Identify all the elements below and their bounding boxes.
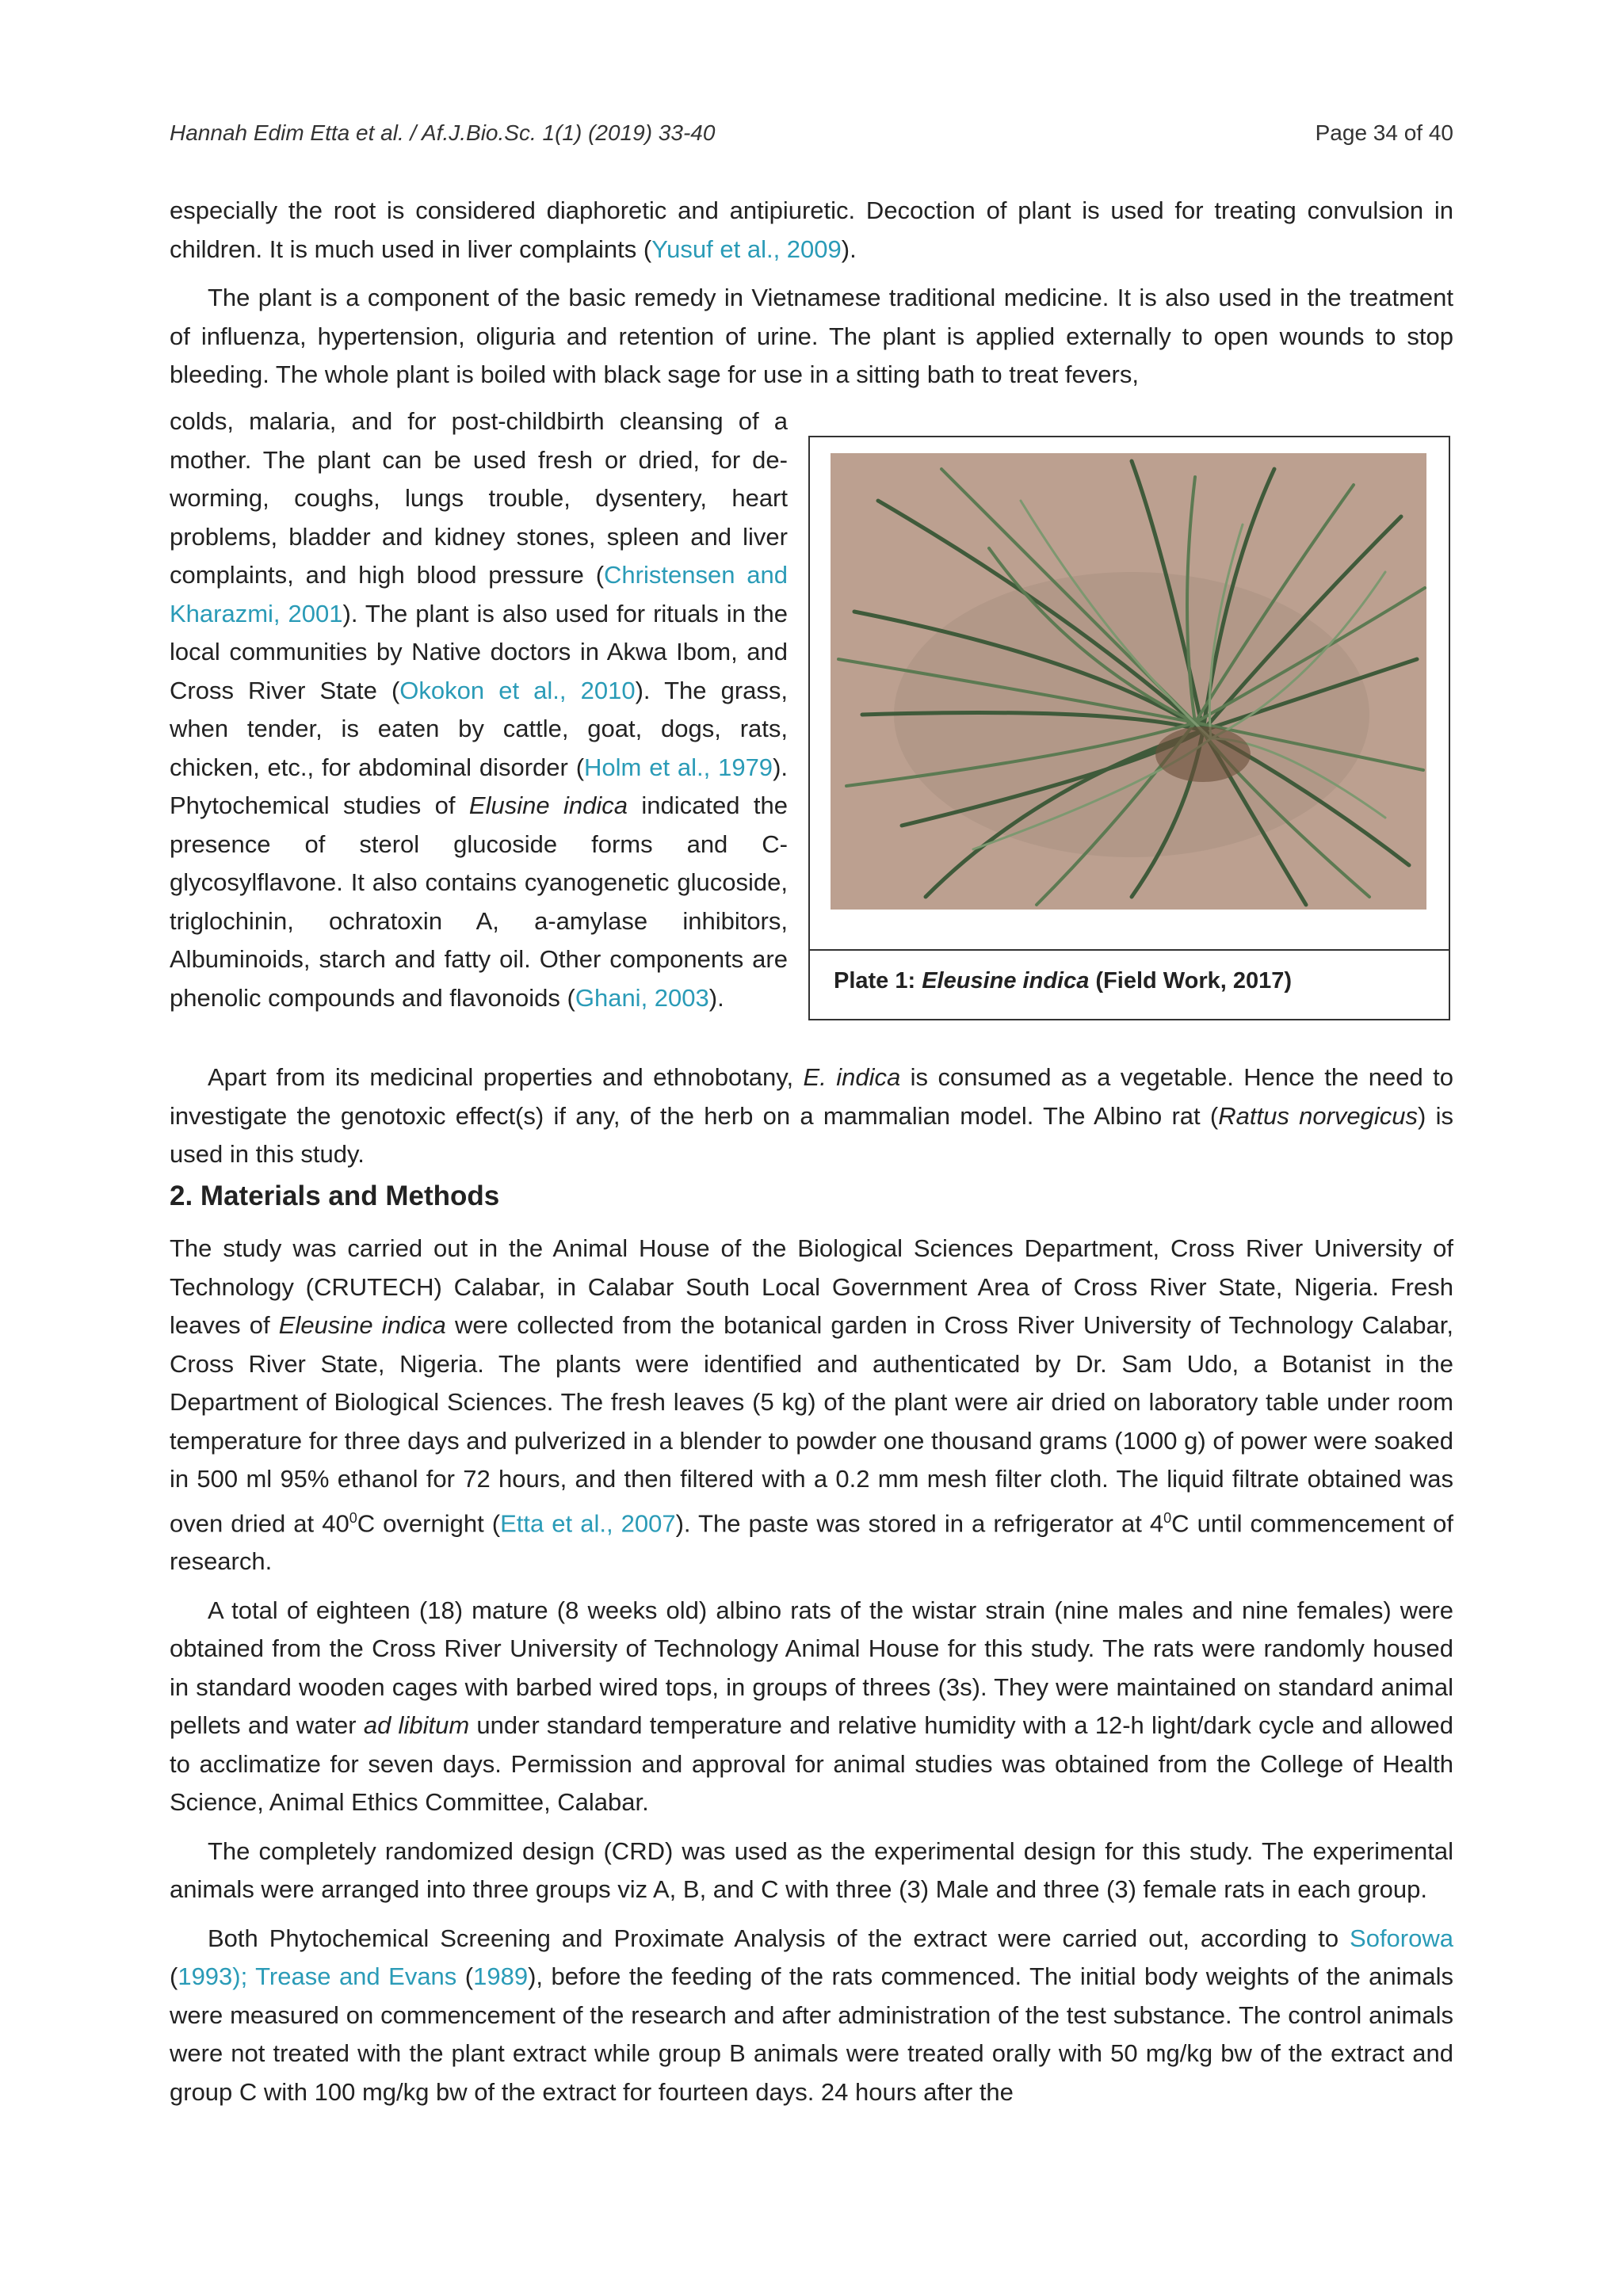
citation-link[interactable]: Soforowa (1350, 1924, 1453, 1952)
citation-link[interactable]: 1993 (178, 1962, 233, 1991)
after-figure-paragraph: Apart from its medicinal properties and ethnobotany, E. indica is consumed as a vegetable. Hence the need to investigate the genotoxic effect(s) if any, of the herb on a mammalian model. The Albino rat (Rattus norvegicus) is used in this study. (170, 1063, 1454, 1168)
citation-link[interactable]: Okokon et al., 2010 (399, 676, 636, 704)
species-name: Elusine indica (468, 791, 628, 819)
intro-paragraph-1: especially the root is considered diaphoretic and antipiuretic. Decoction of plant is used for treating convulsion in children. It is much used in liver complaints (Yusuf et al., 2009). (170, 196, 1453, 263)
grass-photo-illustration (831, 453, 1426, 910)
caption-divider (810, 949, 1449, 951)
caption-species: Eleusine indica (922, 968, 1090, 994)
column-paragraph: colds, malaria, and for post-childbirth cleansing of a mother. The plant can be used fresh or dried, for de-worming, coughs, lungs trouble, dysentery, heart problems, bladder and kidney stones, spleen and liver complaints, and high blood pressure (Christensen and Kharazmi, 2001). The plant is also used for rituals in the local communities by Native doctors in Akwa Ibom, and Cross River State (Okokon et al., 2010). The grass, when tender, is eaten by cattle, goat, dogs, rats, chicken, etc., for abdominal disorder (Holm et al., 1979). Phytochemical studies of Elusine indica indicated the presence of sterol glucoside forms and C-glycosylflavone. It also contains cyanogenetic glucoside, triglochinin, ochratoxin A, a-amylase inhibitors, Albuminoids, starch and fatty oil. Other components are phenolic compounds and flavonoids (Ghani, 2003). (170, 407, 789, 1012)
methods-paragraph-2: A total of eighteen (18) mature (8 weeks old) albino rats of the wistar strain (nine males and nine females) were obtained from the Cross River University of Technology Animal House for this study. The rats were randomly housed in standard wooden cages with barbed wired tops, in groups of threes (3s). They were maintained on standard animal pellets and water ad libitum under standard temperature and relative humidity with a 12-h light/dark cycle and allowed to acclimatize for seven days. Permission and approval for animal studies was obtained from the College of Health Science, Animal Ethics Committee, Calabar. (170, 1596, 1453, 1817)
methods-paragraph-1: The study was carried out in the Animal House of the Biological Sciences Department, Cross River University of Technology (CRUTECH) Calabar, in Calabar South Local Government Area of Cross River State, Nigeria. Fresh leaves of Eleusine indica were collected from the botanical garden in Cross River University of Technology Calabar, Cross River State, Nigeria. The plants were identified and authenticated by Dr. Sam Udo, a Botanist in the Department of Biological Sciences. The fresh leaves (5 kg) of the plant were air dried on laboratory table under room temperature for three days and pulverized in a blender to powder one thousand grams (1000 g) of power were soaked in 500 ml 95% ethanol for 72 hours, and then filtered with a 0.2 mm mesh filter cloth. The liquid filtrate obtained was oven dried at $40^0C$ overnight (Etta et al., 2007). The paste was stored in a refrigerator at $4^0C$ until commencement of research. (170, 1234, 1453, 1576)
figure-caption: Plate 1: Eleusine indica (Field Work, 2017) (834, 968, 1293, 994)
citation-link[interactable]: Holm et al., 1979 (584, 753, 773, 781)
section-heading: 2. Materials and Methods (170, 1180, 500, 1211)
citation-link[interactable]: Etta et al., 2007 (500, 1508, 676, 1537)
intro-paragraph-2: The plant is a component of the basic remedy in Vietnamese traditional medicine. It is also used in the treatment of influenza, hypertension, oliguria and retention of urine. The plant is applied externally to open wounds to stop bleeding. The whole plant is boiled with black sage for use in a sitting bath to treat fevers, (170, 284, 1453, 388)
journal-citation: Hannah Edim Etta et al. / Af.J.Bio.Sc. 1(1) (2019) 33-40 (170, 120, 716, 145)
methods-paragraph-4: Both Phytochemical Screening and Proximate Analysis of the extract were carried out, according to Soforowa (1993); Trease and Evans (1989), before the feeding of the rats commenced. The initial body weights of the animals were measured on commencement of the research and after administration of the test substance. The control animals were not treated with the plant extract while group B animals were treated orally with 50 mg/kg bw of the extract and group C with 100 mg/kg bw of the extract for fourteen days. 24 hours after the (170, 1924, 1453, 2106)
citation-link[interactable]: Christensen and Kharazmi, 2001 (170, 561, 789, 627)
plate-figure (808, 436, 1450, 1020)
citation-link[interactable]: ); Trease and Evans (232, 1962, 457, 1991)
citation-link[interactable]: Yusuf et al., 2009 (651, 235, 842, 263)
page-number: Page 34 of 40 (1315, 120, 1453, 145)
running-header (170, 120, 1453, 152)
grass-photo (831, 453, 1426, 910)
citation-link[interactable]: Ghani, 2003 (575, 983, 709, 1012)
intro-text (170, 192, 1453, 395)
methods-text (170, 1230, 1453, 2111)
methods-paragraph-3: The completely randomized design (CRD) was used as the experimental design for this study. The experimental animals were arranged into three groups viz A, B, and C with three (3) Male and three (3) female rats in each group. (170, 1836, 1453, 1904)
citation-link[interactable]: 1989 (473, 1962, 529, 1991)
